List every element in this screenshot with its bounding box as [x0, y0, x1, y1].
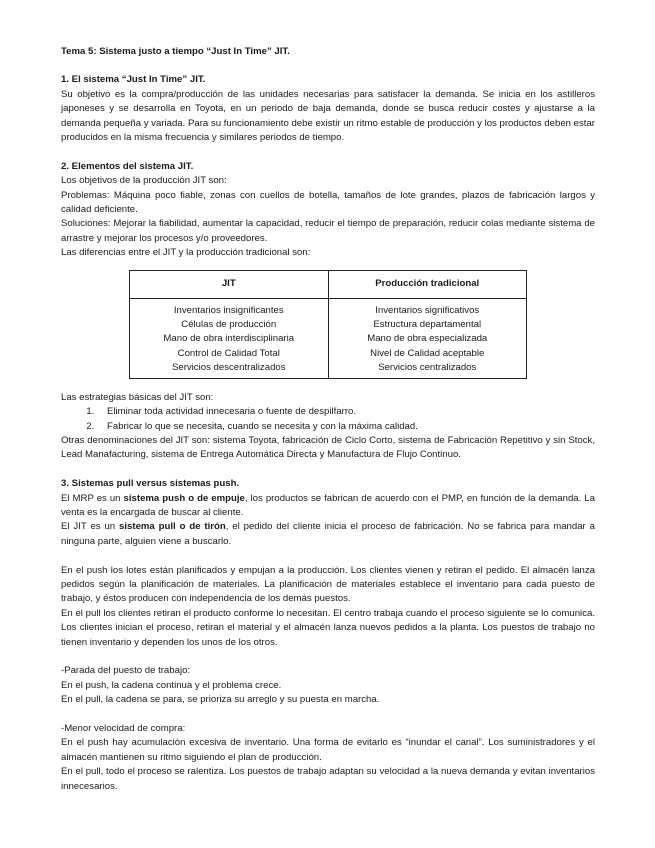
table-cell: Mano de obra interdisciplinaria — [163, 333, 295, 345]
pull-system-term: sistema pull o de tirón — [119, 521, 226, 533]
section-3-heading: 3. Sistemas pull versus sistemas push. — [61, 478, 240, 490]
table-cell: Mano de obra especializada — [367, 333, 488, 345]
table-cell: Inventarios insignificantes — [173, 304, 284, 316]
table-header-traditional: Producción tradicional — [328, 270, 527, 298]
jit-text-end: , el pedido del cliente inicia el proceso de fabricación. No se fabrica para mandar a ninguna parte, alguien viene a buscarlo. — [61, 521, 595, 547]
pull-paragraph: En el pull los clientes retiran el producto conforme lo necesitan. El centro trabaja cuando el proceso siguiente se lo comunica. Los clientes inician el proceso, retiran el material y el almacén lanza nuevos pedidos a la planta. Los puestos de trabajo no tienen inventario y dependen los unos de los otros. — [61, 607, 595, 648]
parada-title: -Parada del puesto de trabajo: — [61, 665, 191, 677]
table-cell: Servicios centralizados — [378, 362, 477, 374]
mrp-text-end: , los productos se fabrican de acuerdo con el PMP, en función de la demanda. La venta es la encargada de buscar al cliente. — [61, 492, 595, 518]
document-title: Tema 5: Sistema justo a tiempo “Just In Time” JIT. — [61, 46, 290, 57]
menor-push: En el push hay acumulación excesiva de inventario. Una forma de evitarlo es “inundar el canal”. Los suministradores y el almacén mantienen su ritmo siguiendo el plan de producción. — [61, 737, 595, 763]
table-cell: Servicios descentralizados — [171, 362, 286, 374]
strategies-list — [61, 405, 595, 434]
table-cell: Inventarios significativos — [375, 304, 480, 316]
table-cell: Células de producción — [181, 319, 277, 331]
table-cell: Control de Calidad Total — [177, 347, 280, 359]
push-paragraph: En el push los lotes están planificados y empujan a la producción. Los clientes vienen y retiran el pedido. El almacén lanza pedidos según la planificación de materiales. La planificación de materiales establece el inventario para cada puesto de trabajo, y éstos producen con independencia de los demás puestos. — [61, 564, 595, 605]
differences-intro: Las diferencias entre el JIT y la producción tradicional son: — [61, 247, 311, 259]
mrp-paragraph — [61, 492, 595, 521]
problems-paragraph: Problemas: Máquina poco fiable, zonas con cuellos de botella, tamaños de lote grandes, plazos de fabricación largos y calidad deficiente. — [61, 189, 595, 216]
other-names-paragraph: Otras denominaciones del JIT son: sistema Toyota, fabricación de Ciclo Corto, sistema de Fabricación Repetitivo y sin Stock, Lead Manafacturing, sistema de Entrega Automática Directa y Manufactura de Flujo Continuo. — [61, 434, 595, 461]
jit-paragraph — [61, 520, 595, 549]
solutions-paragraph: Soluciones: Mejorar la fiabilidad, aumentar la capacidad, reducir el tiempo de preparación, reducir colas mediante sistema de arrastre y mejorar los procesos y/o proveedores. — [61, 218, 595, 244]
section-2-heading: 2. Elementos del sistema JIT. — [61, 160, 194, 172]
menor-title: -Menor velocidad de compra: — [61, 722, 186, 734]
jit-text-start: El JIT es un — [61, 521, 120, 533]
strategies-intro: Las estrategias básicas del JIT son: — [61, 391, 214, 403]
mrp-text-start: El MRP es un — [61, 492, 124, 504]
section-1-heading: 1. El sistema “Just In Time” JIT. — [61, 74, 206, 86]
traditional-column — [328, 298, 527, 378]
parada-pull: En el pull, la cadena se para, se prioriza su arreglo y su puesta en marcha. — [61, 694, 380, 706]
table-header-jit: JIT — [130, 270, 329, 298]
jit-column — [130, 298, 329, 378]
push-system-term: sistema push o de empuje — [123, 492, 245, 504]
list-item: 2. Fabricar lo que se necesita, cuando se necesita y con la máxima calidad. — [97, 420, 595, 434]
list-item: 1. Eliminar toda actividad innecesaria o fuente de despilfarro. — [97, 405, 595, 419]
section-1-paragraph: Su objetivo es la compra/producción de las unidades necesarias para satisfacer la demanda. Se inicia en los astilleros japoneses y se desarrolla en Toyota, en un periodo de baja demanda, donde se busca reducir costes y ajustarse a la demanda pequeña y variada. Para su funcionamiento debe existir un ritmo estable de producción y los productos deben estar producidos en la misma frecuencia y similares periodos de tiempo. — [61, 88, 595, 144]
menor-pull: En el pull, todo el proceso se ralentiza. Los puestos de trabajo adaptan su velocidad a la nueva demanda y evitan inventarios innecesarios. — [61, 766, 595, 792]
table-cell: Nivel de Calidad aceptable — [370, 347, 485, 359]
table-cell: Estructura departamental — [373, 319, 482, 331]
objectives-intro: Los objetivos de la producción JIT son: — [61, 175, 227, 187]
parada-push: En el push, la cadena continua y el problema crece. — [61, 679, 282, 691]
comparison-table — [129, 270, 527, 379]
